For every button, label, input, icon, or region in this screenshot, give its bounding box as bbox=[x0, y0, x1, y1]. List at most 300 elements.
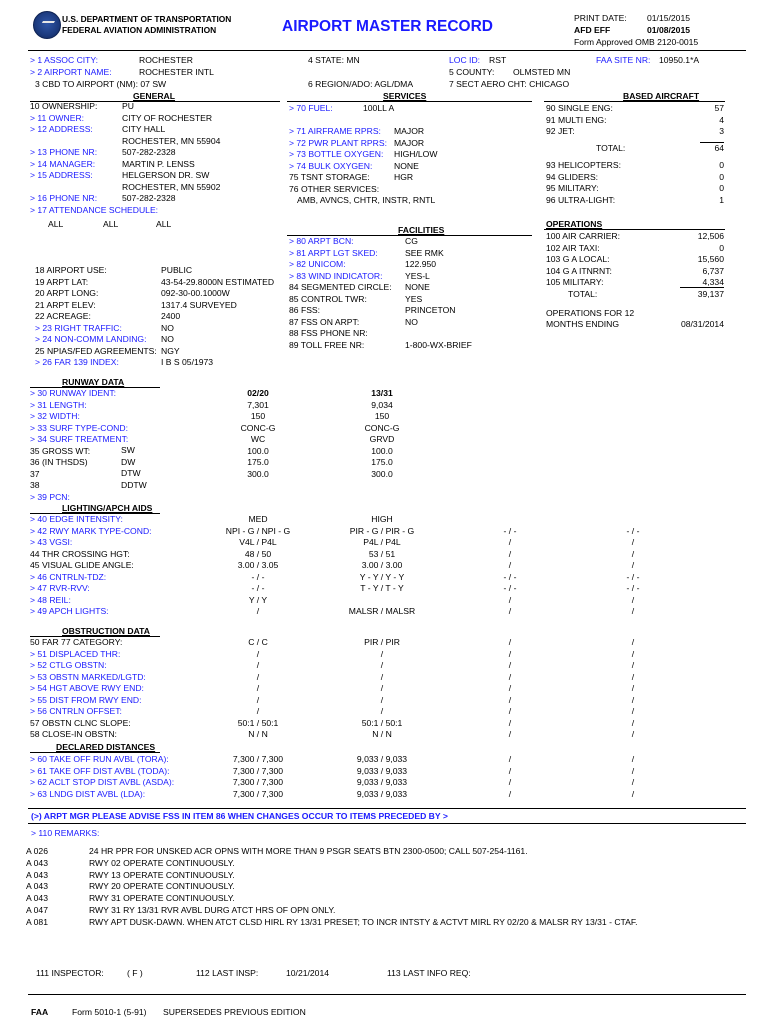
obstruction-value: / bbox=[380, 660, 384, 670]
inspector-label: 111 INSPECTOR: bbox=[36, 968, 104, 978]
runway-1-value: WC bbox=[250, 434, 266, 444]
facilities-value: PRINCETON bbox=[405, 305, 456, 315]
obstruction-value: 50:1 / 50:1 bbox=[237, 717, 279, 728]
airport-data-value: 2400 bbox=[161, 311, 181, 321]
operations-label: 103 G A LOCAL: bbox=[546, 254, 610, 264]
remark-code: A 043 bbox=[26, 857, 48, 868]
obstruction-value: / bbox=[380, 706, 384, 716]
sect-aero-chart: 7 SECT AERO CHT: CHICAGO bbox=[449, 79, 570, 89]
obstruction-value: 50:1 / 50:1 bbox=[361, 717, 403, 728]
lighting-value: PIR - G / PIR - G bbox=[349, 525, 415, 536]
lighting-value: 53 / 51 bbox=[368, 548, 396, 559]
airport-data-label: 18 AIRPORT USE: bbox=[35, 265, 107, 275]
runway-weight-type: DTW bbox=[121, 468, 141, 478]
declared-value: / bbox=[631, 788, 635, 799]
airport-data-value: 1317.4 SURVEYED bbox=[161, 299, 237, 310]
based-aircraft-label: 90 SINGLE ENG: bbox=[546, 103, 613, 113]
general-value: ROCHESTER, MN 55902 bbox=[122, 181, 221, 192]
fuel-label: > 70 FUEL: bbox=[289, 103, 333, 113]
facilities-heading: FACILITIES bbox=[398, 225, 445, 235]
operations-period-2: MONTHS ENDING bbox=[546, 319, 620, 329]
obstruction-label: > 53 OBSTN MARKED/LGTD: bbox=[30, 671, 146, 682]
lighting-value: / bbox=[631, 560, 635, 570]
runway-label: > 30 RUNWAY IDENT: bbox=[30, 388, 117, 398]
lighting-value: - / - bbox=[626, 525, 640, 536]
declared-value: 9,033 / 9,033 bbox=[356, 765, 408, 776]
obstruction-label: > 55 DIST FROM RWY END: bbox=[30, 694, 142, 705]
declared-value: 7,300 / 7,300 bbox=[232, 788, 284, 799]
lighting-value: - / - bbox=[503, 583, 517, 593]
declared-label: > 60 TAKE OFF RUN AVBL (TORA): bbox=[30, 754, 169, 764]
facilities-value: YES bbox=[405, 293, 423, 304]
lighting-value: NPI - G / NPI - G bbox=[225, 525, 291, 536]
general-label: > 17 ATTENDANCE SCHEDULE: bbox=[30, 204, 159, 215]
lighting-value: 3.00 / 3.05 bbox=[237, 560, 279, 570]
runway-label: > 39 PCN: bbox=[30, 491, 70, 502]
remark-text: RWY 02 OPERATE CONTINUOUSLY. bbox=[89, 857, 235, 868]
obstruction-value: / bbox=[631, 660, 635, 670]
general-value: ROCHESTER, MN 55904 bbox=[122, 135, 221, 146]
facilities-label: 85 CONTROL TWR: bbox=[289, 293, 367, 304]
airport-data-value: NGY bbox=[161, 345, 180, 356]
obstruction-value: / bbox=[508, 706, 512, 716]
last-info-req-label: 113 LAST INFO REQ: bbox=[387, 968, 471, 978]
obstruction-value: / bbox=[256, 694, 260, 705]
lighting-value: / bbox=[631, 548, 635, 559]
airport-data-value: NO bbox=[161, 334, 174, 344]
services-underline bbox=[287, 101, 532, 102]
lighting-value: / bbox=[508, 548, 512, 559]
lighting-value: - / - bbox=[503, 571, 517, 582]
facilities-label: 84 SEGMENTED CIRCLE: bbox=[289, 282, 392, 292]
obstruction-value: / bbox=[631, 729, 635, 739]
assoc-city: ROCHESTER bbox=[139, 55, 193, 65]
form-approved: Form Approved OMB 2120-0015 bbox=[574, 37, 699, 47]
obstruction-label: > 56 CNTRLN OFFSET: bbox=[30, 706, 122, 716]
obstruction-value: PIR / PIR bbox=[364, 637, 400, 647]
declared-underline bbox=[30, 752, 160, 753]
obstruction-label: > 54 HGT ABOVE RWY END: bbox=[30, 683, 144, 693]
obstruction-label: 58 CLOSE-IN OBSTN: bbox=[30, 729, 117, 739]
airport-data-label: 19 ARPT LAT: bbox=[35, 276, 89, 287]
facilities-label: > 82 UNICOM: bbox=[289, 259, 346, 269]
region-ado: 6 REGION/ADO: AGL/DMA bbox=[308, 79, 414, 89]
services-value: MAJOR bbox=[394, 137, 425, 148]
remark-text: 24 HR PPR FOR UNSKED ACR OPNS WITH MORE THAN 9 PSGR SEATS BTN 2300-0500; CALL 507-254-1161. bbox=[89, 846, 528, 856]
based-aircraft-label: 93 HELICOPTERS: bbox=[546, 160, 621, 170]
operations-value: 4,334 bbox=[702, 277, 724, 287]
general-label: > 16 PHONE NR: bbox=[30, 193, 98, 203]
obstruction-value: / bbox=[631, 694, 635, 705]
lighting-label: > 46 CNTRLN-TDZ: bbox=[30, 571, 107, 582]
based-aircraft-label: 94 GLIDERS: bbox=[546, 171, 599, 182]
runway-label: > 32 WIDTH: bbox=[30, 411, 80, 421]
remark-code: A 043 bbox=[26, 881, 48, 892]
lighting-label: 44 THR CROSSING HGT: bbox=[30, 548, 130, 559]
services-label: 75 TSNT STORAGE: bbox=[289, 172, 370, 182]
faa-site-label: FAA SITE NR: bbox=[596, 55, 651, 65]
lighting-value: / bbox=[508, 606, 512, 616]
lighting-label: > 42 RWY MARK TYPE-COND: bbox=[30, 525, 152, 536]
general-label: > 13 PHONE NR: bbox=[30, 147, 98, 157]
obstruction-value: / bbox=[256, 706, 260, 716]
lighting-label: > 43 VGSI: bbox=[30, 537, 73, 547]
declared-heading: DECLARED DISTANCES bbox=[56, 742, 156, 752]
runway-2-value: 175.0 bbox=[371, 457, 393, 467]
facilities-label: 89 TOLL FREE NR: bbox=[289, 339, 365, 350]
obstruction-value: / bbox=[380, 694, 384, 705]
based-aircraft-value: 0 bbox=[719, 183, 724, 193]
obstruction-value: / bbox=[380, 671, 384, 682]
runway-label: > 31 LENGTH: bbox=[30, 399, 87, 410]
declared-label: > 62 ACLT STOP DIST AVBL (ASDA): bbox=[30, 777, 175, 787]
operations-period-date: 08/31/2014 bbox=[680, 319, 724, 329]
lighting-value: - / - bbox=[251, 571, 265, 582]
airport-data-label: > 23 RIGHT TRAFFIC: bbox=[35, 322, 122, 333]
lighting-label: > 40 EDGE INTENSITY: bbox=[30, 514, 123, 524]
based-aircraft-label: 96 ULTRA-LIGHT: bbox=[546, 194, 616, 205]
lighting-value: / bbox=[256, 606, 260, 616]
lighting-value: MALSR / MALSR bbox=[348, 606, 416, 616]
attendance-2: ALL bbox=[103, 219, 119, 229]
obstruction-value: / bbox=[631, 648, 635, 659]
declared-label: > 63 LNDG DIST AVBL (LDA): bbox=[30, 788, 146, 799]
obstruction-label: 50 FAR 77 CATEGORY: bbox=[30, 637, 123, 647]
remark-text: RWY 13 OPERATE CONTINUOUSLY. bbox=[89, 869, 235, 880]
obstruction-value: / bbox=[508, 671, 512, 682]
county-label: 5 COUNTY: bbox=[449, 67, 495, 77]
airport-data-value: I B S 05/1973 bbox=[161, 357, 214, 367]
airport-data-value: 43-54-29.8000N ESTIMATED bbox=[161, 276, 275, 287]
airport-data-label: 22 ACREAGE: bbox=[35, 311, 91, 321]
runway-1-value: 7,301 bbox=[247, 399, 269, 410]
lighting-value: Y / Y bbox=[248, 594, 268, 605]
runway-ident-1: 02/20 bbox=[247, 388, 269, 398]
runway-1-value: CONC-G bbox=[240, 422, 276, 433]
advisory-bottom-rule bbox=[28, 823, 746, 824]
agency-line-1: U.S. DEPARTMENT OF TRANSPORTATION bbox=[62, 14, 232, 24]
footer-faa: FAA bbox=[31, 1007, 49, 1017]
services-label: > 73 BOTTLE OXYGEN: bbox=[289, 149, 384, 159]
services-value: MAJOR bbox=[394, 126, 425, 136]
lighting-value: / bbox=[631, 537, 635, 547]
general-label: > 11 OWNER: bbox=[30, 112, 85, 123]
declared-value: 9,033 / 9,033 bbox=[356, 777, 408, 787]
services-label: > 72 PWR PLANT RPRS: bbox=[289, 137, 387, 148]
lighting-value: - / - bbox=[626, 583, 640, 593]
obstruction-value: / bbox=[631, 706, 635, 716]
lighting-value: 48 / 50 bbox=[244, 548, 272, 559]
facilities-label: 88 FSS PHONE NR: bbox=[289, 328, 368, 338]
declared-value: 9,033 / 9,033 bbox=[356, 788, 408, 799]
lighting-value: T - Y / T - Y bbox=[360, 583, 404, 593]
state: 4 STATE: MN bbox=[308, 55, 360, 65]
operations-total-rule bbox=[680, 287, 724, 288]
lighting-value: - / - bbox=[626, 571, 640, 582]
loc-id-label: LOC ID: bbox=[449, 55, 481, 65]
lighting-label: > 47 RVR-RVV: bbox=[30, 583, 90, 593]
general-label: > 15 ADDRESS: bbox=[30, 170, 93, 180]
services-label: 76 OTHER SERVICES: bbox=[289, 183, 380, 194]
airport-data-value: NO bbox=[161, 322, 174, 333]
based-aircraft-label: 91 MULTI ENG: bbox=[546, 114, 607, 125]
facilities-value: SEE RMK bbox=[405, 247, 444, 258]
runway-2-value: 150 bbox=[374, 411, 390, 421]
general-label: > 14 MANAGER: bbox=[30, 158, 96, 169]
last-insp-label: 112 LAST INSP: bbox=[196, 968, 259, 978]
obstruction-label: > 52 CTLG OBSTN: bbox=[30, 660, 107, 670]
based-aircraft-value: 57 bbox=[714, 103, 724, 113]
declared-value: / bbox=[508, 754, 512, 764]
obstruction-value: / bbox=[256, 648, 260, 659]
cbd-to-airport: 3 CBD TO AIRPORT (NM): 07 SW bbox=[35, 79, 167, 89]
declared-value: 7,300 / 7,300 bbox=[232, 754, 284, 764]
attendance-3: ALL bbox=[156, 219, 172, 229]
lighting-value: 3.00 / 3.00 bbox=[361, 560, 403, 570]
airport-name: ROCHESTER INTL bbox=[139, 67, 214, 77]
print-date-label: PRINT DATE: bbox=[574, 13, 627, 23]
lighting-label: > 48 REIL: bbox=[30, 594, 71, 605]
general-value: 507-282-2328 bbox=[122, 193, 176, 203]
lighting-value: Y - Y / Y - Y bbox=[359, 571, 405, 582]
runway-2-value: CONC-G bbox=[364, 422, 400, 433]
airport-data-label: 25 NPIAS/FED AGREEMENTS: bbox=[35, 345, 157, 356]
based-aircraft-heading: BASED AIRCRAFT bbox=[623, 91, 700, 101]
based-aircraft-value: 0 bbox=[719, 171, 724, 182]
facilities-value: NO bbox=[405, 316, 418, 327]
facilities-value: 122.950 bbox=[405, 259, 437, 269]
runway-1-value: 150 bbox=[250, 411, 266, 421]
runway-heading: RUNWAY DATA bbox=[62, 377, 125, 387]
runway-weight-type: SW bbox=[121, 445, 135, 455]
based-aircraft-label: 95 MILITARY: bbox=[546, 183, 599, 193]
afd-eff-date: 01/08/2015 bbox=[647, 25, 691, 35]
remark-text: RWY 20 OPERATE CONTINUOUSLY. bbox=[89, 881, 235, 892]
advisory-top-rule bbox=[28, 808, 746, 809]
obstruction-value: / bbox=[508, 648, 512, 659]
operations-total-label: TOTAL: bbox=[568, 289, 598, 299]
lighting-label: 45 VISUAL GLIDE ANGLE: bbox=[30, 560, 134, 570]
county: OLMSTED MN bbox=[513, 67, 571, 77]
obstruction-value: / bbox=[256, 683, 260, 693]
runway-2-value: 100.0 bbox=[371, 445, 393, 456]
general-label: > 12 ADDRESS: bbox=[30, 124, 93, 134]
obstruction-label: 57 OBSTN CLNC SLOPE: bbox=[30, 717, 131, 728]
based-aircraft-value: 0 bbox=[719, 160, 724, 170]
runway-2-value: 9,034 bbox=[371, 399, 393, 410]
based-aircraft-total-label: TOTAL: bbox=[596, 143, 626, 153]
remark-code: A 026 bbox=[26, 846, 48, 856]
runway-2-value: GRVD bbox=[369, 434, 395, 444]
declared-value: 7,300 / 7,300 bbox=[232, 777, 284, 787]
services-value: HGR bbox=[394, 172, 414, 182]
based-aircraft-value: 3 bbox=[719, 126, 724, 136]
airport-data-value: PUBLIC bbox=[161, 265, 193, 275]
footer-rule bbox=[28, 994, 746, 995]
dot-seal-icon bbox=[33, 11, 61, 39]
facilities-label: > 80 ARPT BCN: bbox=[289, 236, 354, 246]
declared-value: / bbox=[508, 777, 512, 787]
obstruction-value: / bbox=[508, 717, 512, 728]
declared-value: / bbox=[508, 788, 512, 799]
agency-line-2: FEDERAL AVIATION ADMINISTRATION bbox=[62, 25, 217, 35]
declared-value: 9,033 / 9,033 bbox=[356, 754, 408, 764]
footer-form: Form 5010-1 (5-91) bbox=[72, 1007, 147, 1017]
obstruction-value: / bbox=[631, 637, 635, 647]
operations-label: 104 G A ITNRNT: bbox=[546, 265, 612, 276]
based-aircraft-value: 4 bbox=[719, 114, 724, 125]
facilities-label: > 81 ARPT LGT SKED: bbox=[289, 247, 378, 258]
page-title: AIRPORT MASTER RECORD bbox=[282, 18, 493, 35]
runway-label: 37 bbox=[30, 468, 40, 479]
general-heading: GENERAL bbox=[133, 91, 176, 101]
remark-code: A 081 bbox=[26, 916, 48, 927]
obstruction-heading: OBSTRUCTION DATA bbox=[62, 626, 150, 636]
airport-data-label: > 26 FAR 139 INDEX: bbox=[35, 357, 119, 367]
general-value: PU bbox=[122, 101, 134, 111]
lighting-value: V4L / P4L bbox=[239, 537, 277, 547]
obstruction-value: / bbox=[508, 637, 512, 647]
obstruction-value: / bbox=[631, 671, 635, 682]
facilities-value: YES-L bbox=[405, 270, 430, 281]
lighting-heading: LIGHTING/APCH AIDS bbox=[62, 503, 153, 513]
obstruction-value: / bbox=[256, 660, 260, 670]
obstruction-value: C / C bbox=[248, 637, 268, 647]
operations-value: 0 bbox=[719, 242, 724, 253]
based-aircraft-total: 64 bbox=[714, 143, 724, 153]
operations-label: 100 AIR CARRIER: bbox=[546, 231, 621, 241]
remark-text: RWY 31 RY 13/31 RVR AVBL DURG ATCT HRS OF OPN ONLY. bbox=[89, 905, 336, 915]
operations-total: 39,137 bbox=[697, 289, 724, 299]
header-divider bbox=[28, 50, 746, 51]
obstruction-value: N / N bbox=[248, 729, 268, 739]
attendance-1: ALL bbox=[48, 219, 64, 229]
based-aircraft-underline bbox=[544, 101, 725, 102]
obstruction-value: / bbox=[631, 717, 635, 728]
advisory-notice: (>) ARPT MGR PLEASE ADVISE FSS IN ITEM 86 WHEN CHANGES OCCUR TO ITEMS PRECEDED BY > bbox=[31, 811, 448, 821]
facilities-value: CG bbox=[405, 236, 418, 246]
based-total-rule bbox=[700, 142, 724, 143]
faa-site: 10950.1*A bbox=[659, 55, 700, 65]
obstruction-value: / bbox=[508, 694, 512, 705]
footer-supersedes: SUPERSEDES PREVIOUS EDITION bbox=[163, 1007, 306, 1017]
lighting-value: / bbox=[508, 537, 512, 547]
general-label: 10 OWNERSHIP: bbox=[30, 101, 98, 111]
services-value: HIGH/LOW bbox=[394, 149, 438, 159]
runway-1-value: 100.0 bbox=[247, 445, 269, 456]
remark-text: RWY 31 OPERATE CONTINUOUSLY. bbox=[89, 893, 235, 904]
lighting-value: / bbox=[508, 560, 512, 570]
lighting-value: MED bbox=[248, 514, 268, 524]
lighting-value: P4L / P4L bbox=[363, 537, 401, 547]
facilities-value: 1-800-WX-BRIEF bbox=[405, 339, 472, 350]
declared-label: > 61 TAKE OFF DIST AVBL (TODA): bbox=[30, 765, 170, 776]
general-value: CITY OF ROCHESTER bbox=[122, 112, 213, 123]
lighting-value: HIGH bbox=[371, 514, 393, 524]
based-aircraft-label: 92 JET: bbox=[546, 126, 575, 136]
afd-eff-label: AFD EFF bbox=[574, 25, 611, 35]
runway-weight-type: DDTW bbox=[121, 479, 147, 490]
remark-text: RWY APT DUSK-DAWN. WHEN ATCT CLSD HIRL RY 13/31 PRESET; TO INCR INTSTY & ACTVT MIRL RY 02/20 & MALSR RY 13/31 - CTAF. bbox=[89, 916, 638, 927]
obstruction-value: / bbox=[380, 683, 384, 693]
operations-heading: OPERATIONS bbox=[546, 219, 603, 229]
lighting-value: / bbox=[631, 606, 635, 616]
lighting-value: - / - bbox=[251, 583, 265, 593]
last-insp: 10/21/2014 bbox=[286, 968, 330, 978]
general-value: CITY HALL bbox=[122, 124, 166, 134]
services-label: > 74 BULK OXYGEN: bbox=[289, 160, 373, 171]
obstruction-value: N / N bbox=[372, 729, 392, 739]
services-label: > 71 AIRFRAME RPRS: bbox=[289, 126, 381, 136]
based-aircraft-value: 1 bbox=[719, 194, 724, 205]
declared-value: / bbox=[631, 777, 635, 787]
lighting-label: > 49 APCH LIGHTS: bbox=[30, 606, 109, 616]
other-services: AMB, AVNCS, CHTR, INSTR, RNTL bbox=[297, 195, 436, 205]
declared-value: / bbox=[631, 765, 635, 776]
runway-label: 38 bbox=[30, 480, 40, 490]
obstruction-label: > 51 DISPLACED THR: bbox=[30, 648, 121, 659]
declared-value: / bbox=[631, 754, 635, 764]
obstruction-value: / bbox=[508, 683, 512, 693]
services-value: NONE bbox=[394, 160, 419, 171]
runway-label: > 34 SURF TREATMENT: bbox=[30, 434, 129, 444]
declared-value: 7,300 / 7,300 bbox=[232, 765, 284, 776]
lighting-value: / bbox=[508, 594, 512, 605]
runway-ident-2: 13/31 bbox=[371, 388, 393, 398]
facilities-label: 87 FSS ON ARPT: bbox=[289, 316, 360, 327]
obstruction-value: / bbox=[508, 729, 512, 739]
airport-data-label: 20 ARPT LONG: bbox=[35, 288, 99, 298]
services-heading: SERVICES bbox=[383, 91, 427, 101]
lighting-value: / bbox=[631, 594, 635, 605]
obstruction-value: / bbox=[256, 671, 260, 682]
operations-value: 12,506 bbox=[697, 231, 724, 241]
remark-code: A 047 bbox=[26, 905, 48, 915]
operations-label: 102 AIR TAXI: bbox=[546, 242, 600, 253]
facilities-label: 86 FSS: bbox=[289, 305, 321, 315]
remark-code: A 043 bbox=[26, 869, 48, 880]
print-date: 01/15/2015 bbox=[647, 13, 691, 23]
runway-weight-type: DW bbox=[121, 456, 136, 467]
facilities-value: NONE bbox=[405, 282, 430, 292]
inspector: ( F ) bbox=[127, 968, 143, 978]
loc-id: RST bbox=[489, 55, 507, 65]
airport-data-value: 092-30-00.1000W bbox=[161, 288, 230, 298]
operations-value: 6,737 bbox=[702, 265, 724, 276]
operations-label: 105 MILITARY: bbox=[546, 277, 604, 287]
runway-1-value: 300.0 bbox=[247, 468, 269, 479]
fuel: 100LL A bbox=[363, 103, 395, 113]
declared-value: / bbox=[508, 765, 512, 776]
airport-data-label: 21 ARPT ELEV: bbox=[35, 299, 96, 310]
remarks-heading: > 110 REMARKS: bbox=[31, 828, 100, 838]
runway-1-value: 175.0 bbox=[247, 457, 269, 467]
general-value: HELGERSON DR. SW bbox=[122, 170, 210, 180]
runway-label: 35 GROSS WT: bbox=[30, 445, 91, 456]
operations-period-1: OPERATIONS FOR 12 bbox=[546, 308, 635, 318]
airport-name-label: > 2 AIRPORT NAME: bbox=[30, 67, 112, 77]
general-value: 507-282-2328 bbox=[122, 147, 176, 157]
operations-value: 15,560 bbox=[697, 254, 724, 264]
assoc-city-label: > 1 ASSOC CITY: bbox=[30, 55, 99, 65]
obstruction-value: / bbox=[508, 660, 512, 670]
lighting-value: - / - bbox=[503, 525, 517, 536]
runway-label: 36 (IN THSDS) bbox=[30, 457, 88, 467]
obstruction-value: / bbox=[380, 648, 384, 659]
general-value: MARTIN P. LENSS bbox=[122, 158, 195, 169]
airport-data-label: > 24 NON-COMM LANDING: bbox=[35, 334, 147, 344]
remark-code: A 043 bbox=[26, 893, 48, 904]
